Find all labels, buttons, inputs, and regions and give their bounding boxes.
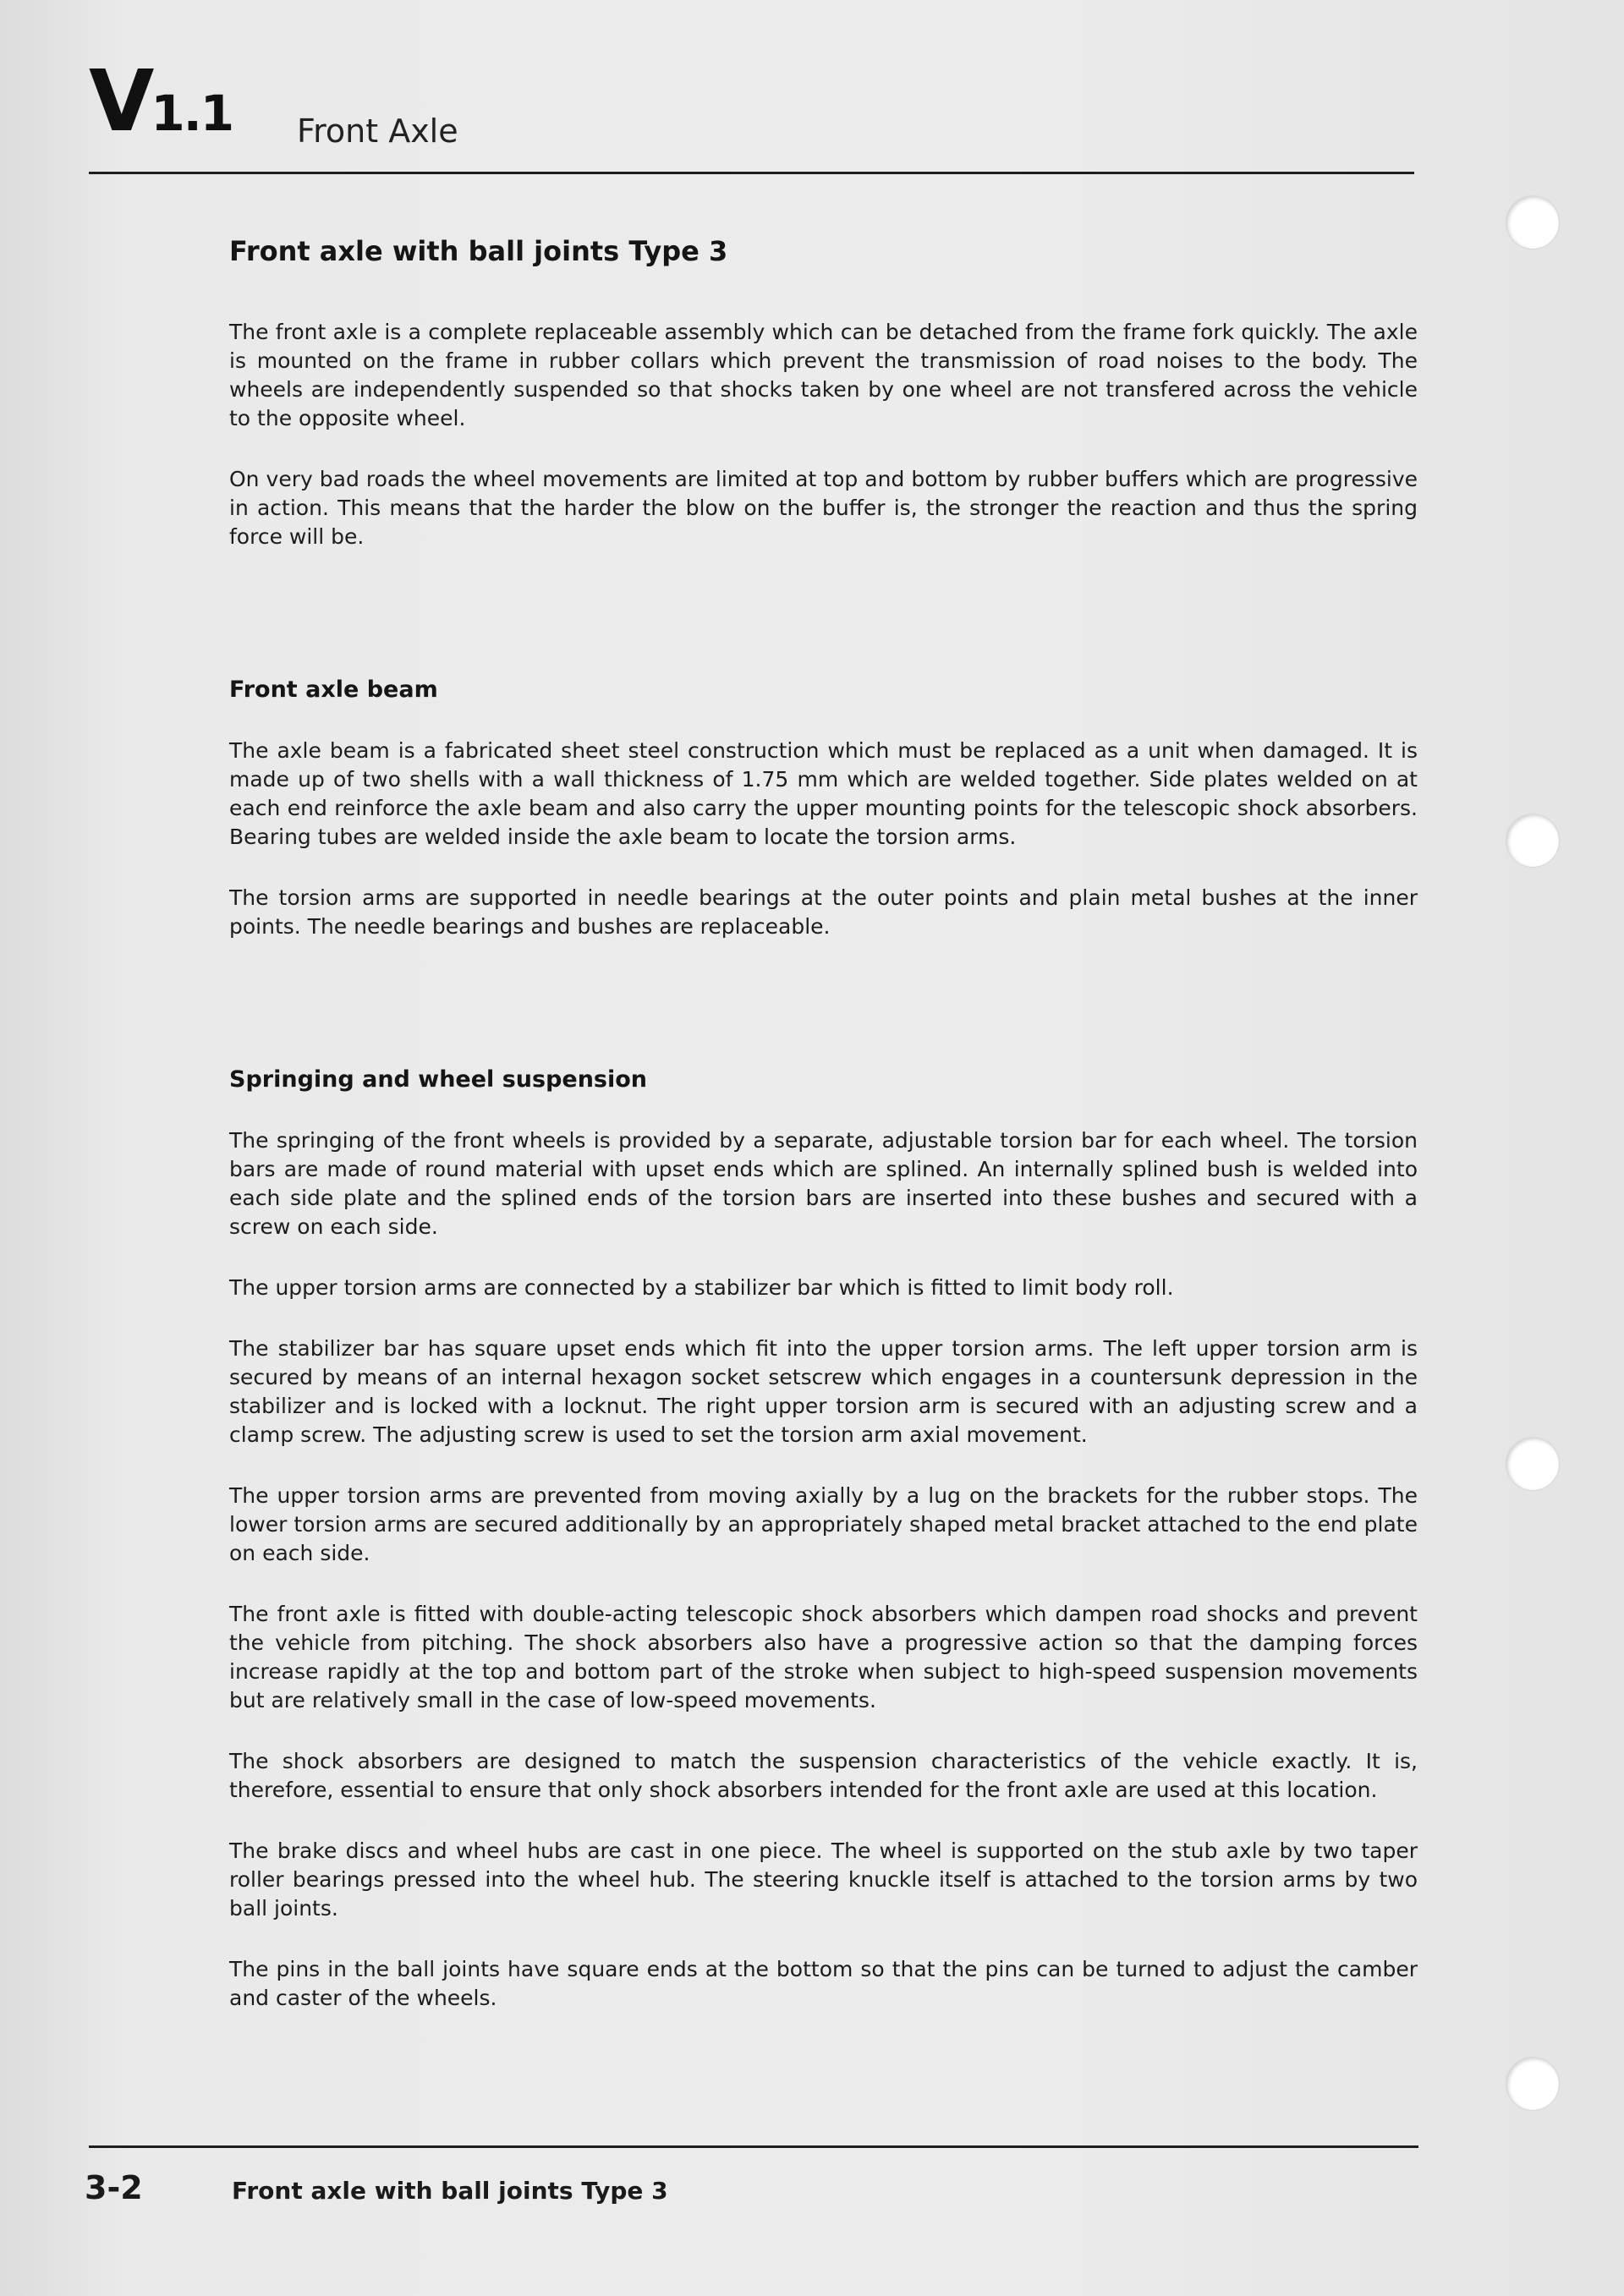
springing-paragraph-7: The brake discs and wheel hubs are cast in one piece. The wheel is supported on the stub axle by two taper roller bearings pressed into the wheel hub. The steering knuckle itself is attached to the torsion arms by two ball joints. [229,1838,1418,1921]
section-number: 1.1 [151,85,233,142]
intro-section [229,318,1418,551]
page-title: Front axle with ball joints Type 3 [229,235,728,267]
axle-beam-paragraph-2: The torsion arms are supported in needle bearings at the outer points and plain metal bushes at the inner points. The needle bearings and bushes are replaceable. [229,885,1418,939]
axle-beam-section [229,677,1418,941]
main-content [229,235,1418,2045]
footer-page-number: 3-2 [85,2169,143,2206]
springing-paragraph-4: The upper torsion arms are prevented from moving axially by a lug on the brackets for the rubber stops. The lower torsion arms are secured additionally by an appropriately shaped metal bracket attached to the end plate on each side. [229,1483,1418,1565]
springing-paragraph-5: The front axle is fitted with double-acting telescopic shock absorbers which dampen road shocks and prevent the vehicle from pitching. The shock absorbers also have a progressive action so that the damping forces increase rapidly at the top and bottom part of the stroke when subject to high-speed suspension movements but are relatively small in the case of low-speed movements. [229,1602,1418,1712]
header-rule [89,172,1414,174]
axle-beam-heading: Front axle beam [229,677,438,703]
springing-paragraph-3: The stabilizer bar has square upset ends which fit into the upper torsion arms. The left upper torsion arm is secured by means of an internal hexagon socket setscrew which engages in a countersunk depression in the stabilizer and is locked with a locknut. The right upper torsion arm is secured with an adjusting screw and a clamp screw. The adjusting screw is used to set the torsion arm axial movement. [229,1336,1418,1447]
header-title: Front Axle [297,112,458,150]
intro-paragraph-2: On very bad roads the wheel movements are limited at top and bottom by rubber buffers which are progressive in action. This means that the harder the blow on the buffer is, the stronger the reaction and thus the spring force will be. [229,467,1418,549]
punch-hole-2 [1506,814,1559,867]
punch-hole-1 [1506,196,1559,249]
punch-hole-3 [1506,1438,1559,1490]
footer-rule [89,2145,1418,2148]
intro-paragraph-1: The front axle is a complete replaceable assembly which can be detached from the frame fork quickly. The axle is mounted on the frame in rubber collars which prevent the transmission of road noises to the body. The wheels are independently suspended so that shocks taken by one wheel are not transfered across the vehicle to the opposite wheel. [229,320,1418,430]
springing-heading: Springing and wheel suspension [229,1066,648,1093]
springing-paragraph-1: The springing of the front wheels is provided by a separate, adjustable torsion bar for each wheel. The torsion bars are made of round material with upset ends which are splined. An internally splined bush is welded into each side plate and the splined ends of the torsion bars are inserted into these bushes and secured with a screw on each side. [229,1128,1418,1239]
page-header [89,52,1417,152]
section-letter: V [89,52,151,151]
axle-beam-paragraph-1: The axle beam is a fabricated sheet steel construction which must be replaced as a unit when damaged. It is made up of two shells with a wall thickness of 1.75 mm which are welded together. Side plates welded on at each end reinforce the axle beam and also carry the upper mounting points for the telescopic shock absorbers. Bearing tubes are welded inside the axle beam to locate the torsion arms. [229,738,1418,849]
springing-paragraph-8: The pins in the ball joints have square ends at the bottom so that the pins can be turned to adjust the camber and caster of the wheels. [229,1957,1418,2010]
punch-hole-4 [1506,2058,1559,2110]
footer-title: Front axle with ball joints Type 3 [232,2177,668,2205]
springing-paragraph-6: The shock absorbers are designed to match the suspension characteristics of the vehicle exactly. It is, therefore, essential to ensure that only shock absorbers intended for the front axle are used at this location. [229,1749,1418,1802]
springing-paragraph-2: The upper torsion arms are connected by a stabilizer bar which is fitted to limit body roll. [229,1275,1174,1300]
section-code [89,52,233,151]
springing-section [229,1066,1418,2013]
